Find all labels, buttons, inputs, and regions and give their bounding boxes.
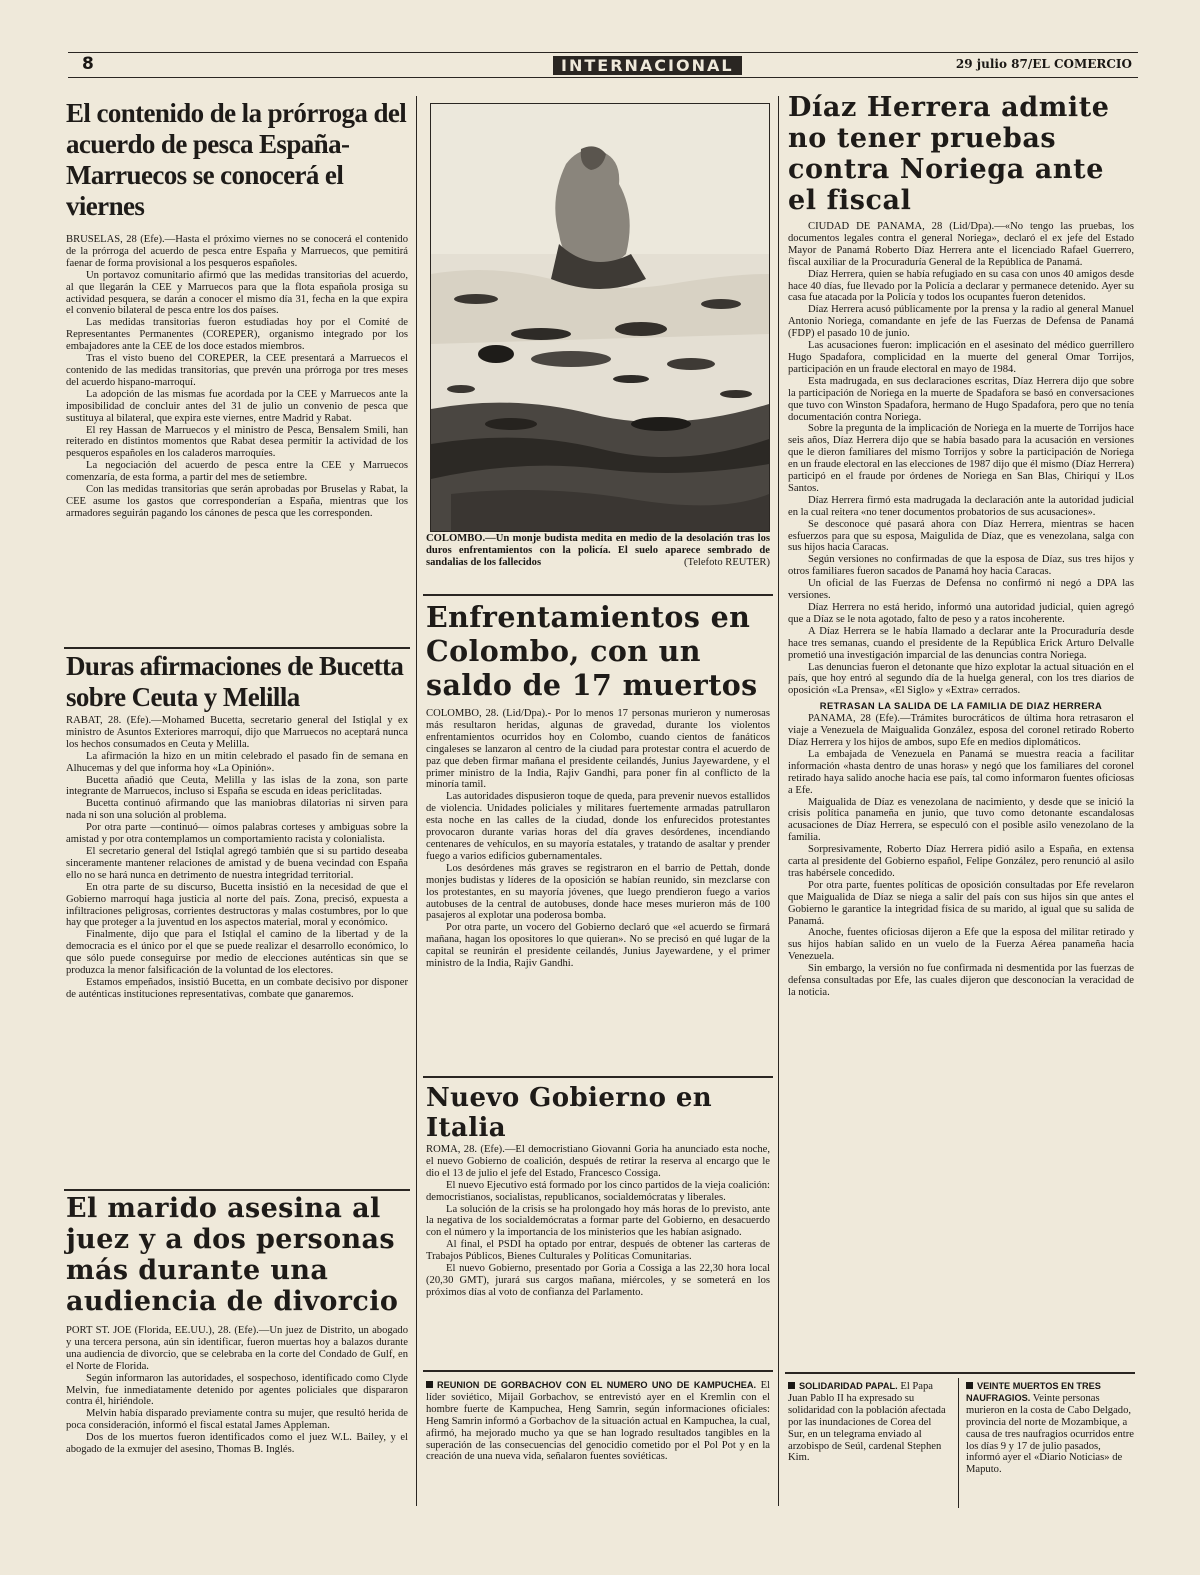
paragraph: El nuevo Gobierno, presentado por Goria a Cossiga a las 22,30 hora local (20,30 GMT), jurará sus cargos mañana, miércoles, y se someterá en los próximos días al voto de confianza del Parlamento.: [426, 1263, 770, 1298]
paragraph: Sorpresivamente, Roberto Díaz Herrera pidió asilo a España, en extensa carta al presidente del Gobierno español, Felipe González, pero renunció al asilo tras habérsele concedido.: [788, 844, 1134, 879]
paragraph: Tras el visto bueno del COREPER, la CEE presentará a Marruecos el contenido de las medidas transitorias, que prevén una prórroga por tres meses del acuerdo hispano-marroquí.: [66, 353, 408, 388]
paragraph: El nuevo Ejecutivo está formado por los cinco partidos de la vieja coalición: democristianos, socialistas, republicanos, socialdemócratas y liberales.: [426, 1179, 770, 1203]
divider: [64, 1189, 410, 1191]
divider: [423, 594, 773, 596]
article-headline: El contenido de la prórroga del acuerdo de pesca España-Marruecos se conocerá el viernes: [66, 98, 407, 221]
paragraph: Díaz Herrera firmó esta madrugada la declaración ante la autoridad judicial en la cual reitera «no tener documentos probatorios de sus acusaciones».: [788, 494, 1134, 518]
paragraph: ROMA, 28. (Efe).—El democristiano Giovanni Goria ha anunciado esta noche, el nuevo Gobierno de coalición, después de retirar la reserva al encargo que le dio el 13 de julio el jefe del Estado, Francesco Cossiga.: [426, 1144, 770, 1179]
article-headline: Díaz Herrera admite no tener pruebas contra Noriega ante el fiscal: [788, 92, 1110, 216]
paragraph: A Díaz Herrera se le había llamado a declarar ante la Procuraduría desde hace tres semanas, cuando el presidente de la República Erick Arturo Delvalle prometió una investigación imparcial de las denuncias contra Noriega.: [788, 625, 1134, 661]
paragraph: Díaz Herrera, quien se había refugiado en su casa con unos 40 amigos desde hace 40 días, fue llevado por la Policía a declarar y permanece detenido. Ayer su casa fue atacada por la Policía y todos los ocupantes fueron detenidos.: [788, 268, 1134, 304]
brief-kicker: REUNION DE GORBACHOV CON EL NUMERO UNO DE KAMPUCHEA.: [437, 1380, 757, 1390]
bullet-square-icon: [426, 1381, 433, 1388]
paragraph: Según versiones no confirmadas de que la esposa de Díaz, sus tres hijos y otros familiares fueron sacados de Panamá hoy hacia Caracas.: [788, 554, 1134, 578]
paragraph: Por otra parte, fuentes políticas de oposición consultadas por Efe revelaron que Maigualida de Díaz se niega a salir del país con sus hijos sin que antes el Gobierno le garantice la integridad física de su marido, al igual que su salida de Panamá.: [788, 879, 1134, 927]
paragraph: Sobre la pregunta de la implicación de Noriega en la muerte de Torrijos hace seis años, Díaz Herrera dijo que se había basado para la acusación en versiones que le dieron familiares del mismo Torrijos y sobre la participación de Noriega en un fraude electoral en las elecciones de 1987 dijo que él mismo (Díaz Herrera) participó en el fraude por órdenes de Noriega en San Blas, Chiriquí y lLos Santos.: [788, 423, 1134, 494]
bullet-square-icon: [788, 1382, 795, 1389]
paragraph: Las autoridades dispusieron toque de queda, para prevenir nuevos estallidos de violencia. Unidades policiales y militares fuertemente armadas patrullaron esta noche en las calles de la ciudad, donde los enfurecidos protestantes provocaron durante varias horas del día graves desórdenes, incendiando centenares de vehículos, en su mayoría estatales, y tratando de asaltar y prender fuego a varios edificios gubernamentales.: [426, 791, 770, 862]
paragraph: Según informaron las autoridades, el sospechoso, identificado como Clyde Melvin, fue inmediatamente detenido por agentes policiales que dispararon contra él, hiriéndole.: [66, 1372, 408, 1408]
divider: [423, 1076, 773, 1078]
article-headline: Enfrentamientos en Colombo, con un saldo de 17 muertos: [426, 600, 758, 702]
paragraph: Esta madrugada, en sus declaraciones escritas, Díaz Herrera dijo que sobre la participación de Noriega en la muerte de Spadafora se basó en conversaciones que tuvo con Winston Spadafora, hermano de Hugo Spadafora, pero que no tenía documentación contra Noriega.: [788, 375, 1134, 423]
paragraph: Las denuncias fueron el detonante que hizo explotar la actual situación en el país, que hoy entró al segundo día de la huelga general, con los tres diarios de oposición «La Prensa», «El Siglo» y «Extra» cerrados.: [788, 661, 1134, 697]
article-pesca: [66, 98, 408, 520]
paragraph: Por otra parte —continuó— oímos palabras corteses y ambiguas sobre la amistad y por otra contemplamos un comportamiento racista y colonialista.: [66, 822, 408, 846]
brief-kicker: VEINTE MUERTOS EN TRES NAUFRAGIOS.: [966, 1381, 1101, 1403]
paragraph: Díaz Herrera no está herido, informó una autoridad judicial, quien agregó que a Díaz se le nota agotado, falto de peso y a ratos incoherente.: [788, 602, 1134, 625]
paragraph: Al final, el PSDI ha optado por entrar, después de obtener las carteras de Trabajos Públicos, Bienes Culturales y Políticas Comunitarias.: [426, 1239, 770, 1263]
paragraph: COLOMBO, 28. (Lid/Dpa).- Por lo menos 17 personas murieron y numerosas más resultaron heridas, algunas de gravedad, durante los violentos enfrentamientos ocurridos hoy en Colombo, cuando cientos de fanáticos cingaleses se lanzaron al centro de la ciudad para protestar contra el acuerdo de paz que deben firmar mañana el presidente ceilandés, Junius Jayewardene, y el primer ministro de la India, Rajiv Gandhi, para poner fin al conflicto de la minoría tamil.: [426, 708, 770, 791]
paragraph: Maigualida de Díaz es venezolana de nacimiento, y desde que se inició la crisis política panameña en junio, que tuvo como detonante escandalosas acusaciones de Díaz Herrera, se especuló con el posible asilo venezolano de la familia.: [788, 796, 1134, 844]
paragraph: CIUDAD DE PANAMA, 28 (Lid/Dpa).—«No tengo las pruebas, los documentos legales contra el general Noriega», declaró el ex jefe del Estado Mayor de Panamá Roberto Díaz Herrera ante el licenciado Rafael Guerrero, fiscal auxiliar de la Procuraduría General de la República de Panamá.: [788, 221, 1134, 268]
bullet-square-icon: [966, 1382, 973, 1389]
paragraph: La negociación del acuerdo de pesca entre la CEE y Marruecos comenzaría, de esta forma, a partir del mes de setiembre.: [66, 460, 408, 484]
article-headline: El marido asesina al juez y a dos personas más durante una audiencia de divorcio: [66, 1193, 399, 1317]
article-italia: [426, 1083, 770, 1299]
paragraph: Las medidas transitorias fueron estudiadas hoy por el Comité de Representantes Permanentes (COREPER), organismo integrado por los embajadores ante la CEE de los doce estados miembros.: [66, 317, 408, 353]
divider: [64, 647, 410, 649]
page-header: [68, 52, 1138, 78]
divider: [423, 1370, 773, 1372]
paragraph: Los desórdenes más graves se registraron en el barrio de Pettah, donde monjes budistas y líderes de la oposición se habían reunido, sin mezclarse con los protestantes, en su mayoría jóvenes, que luego prendieron fuego a varios autobuses de la central de autobuses, donde hace meses murieron más de 100 pasajeros al explotar una poderosa bomba.: [426, 862, 770, 922]
paragraph: Con las medidas transitorias que serán aprobadas por Bruselas y Rabat, la CEE asume los gastos que corresponderían a España, mientras que los armadores seguirán pagando los cánones de pesca que les corresponden.: [66, 484, 408, 519]
column-rule: [958, 1378, 959, 1508]
article-headline: Nuevo Gobierno en Italia: [426, 1083, 713, 1143]
paragraph: Un oficial de las Fuerzas de Defensa no confirmó ni negó a DPA las versiones.: [788, 578, 1134, 602]
article-body: [788, 221, 1134, 999]
column-rule: [778, 96, 779, 1506]
paragraph: Melvin había disparado previamente contra su mujer, que resultó herida de poca consideración, informó el fiscal estatal James Appleman.: [66, 1408, 408, 1432]
article-body: [426, 708, 770, 970]
section-title: INTERNACIONAL: [553, 56, 742, 75]
article-body: [66, 715, 408, 1001]
article-colombo: [426, 600, 770, 970]
paragraph: Bucetta añadió que Ceuta, Melilla y las islas de la zona, son parte integrante de Marruecos, incluso si España se escuda en ideas periclitadas.: [66, 774, 408, 798]
article-headline: Duras afirmaciones de Bucetta sobre Ceuta y Melilla: [66, 651, 404, 712]
photo-monk: [430, 103, 770, 532]
paragraph: Díaz Herrera acusó públicamente por la prensa y la radio al general Manuel Antonio Noriega, comandante en jefe de las Fuerzas de Defensa de Panamá (FDP) el pasado 10 de junio.: [788, 304, 1134, 340]
caption-text: COLOMBO.—Un monje budista medita en medio de la desolación tras los duros enfrentamientos con la policía. El suelo aparece sembrado de sandalias de los fallecidos: [426, 533, 770, 568]
brief-text: El líder soviético, Mijail Gorbachov, se entrevistó ayer en el Kremlin con el hombre fuerte de Kampuchea, Heng Samrin, según informaciones oficiales: Heng Samrin informó a Gorbachov de la situación actual en Kampuchea, la cual, afirmó, ha mejorado mucho ya que se han logrado resultados tangibles en la superación de las consecuencias del genocidio cometido por el Pol Pot y en la creación de una nueva vida, señalaron fuentes soviéticas.: [426, 1380, 770, 1463]
paragraph: Anoche, fuentes oficiosas dijeron a Efe que la esposa del militar retirado y sus hijos habían salido en un vuelo de la Fuerza Aérea panameña hacia Venezuela.: [788, 927, 1134, 963]
paragraph: En otra parte de su discurso, Bucetta insistió en la necesidad de que el Gobierno marroquí haga justicia al norte del país. Zona, precisó, expuesta a infiltraciones peligrosas, corrientes destructoras y malas costumbres, por lo que hay que proteger a la juventud en los aspectos material, moral y económico.: [66, 881, 408, 929]
paragraph: PORT ST. JOE (Florida, EE.UU.), 28. (Efe).—Un juez de Distrito, un abogado y una tercera persona, aún sin identificar, fueron muertas hoy a balazos durante una audiencia de divorcio, que se celebraba en la corte del Condado de Gulf, en el Norte de Florida.: [66, 1325, 408, 1372]
brief-naufragios: [966, 1381, 1134, 1476]
divider: [785, 1372, 1135, 1374]
paragraph: La embajada de Venezuela en Panamá se muestra reacia a facilitar información «hasta dentro de unas horas» y negó que los familiares del coronel retirado haya salido anoche hacia ese país, tal como informaron fuentes oficiosas a Efe.: [788, 748, 1134, 796]
article-body: [66, 1325, 408, 1456]
article-diaz-herrera: [788, 92, 1134, 999]
brief-kicker: SOLIDARIDAD PAPAL.: [799, 1381, 898, 1391]
paragraph: BRUSELAS, 28 (Efe).—Hasta el próximo viernes no se conocerá el contenido de la prórroga del acuerdo de pesca entre España y Marruecos, que pemitirá faenar de forma provisional a los pesqueros españoles.: [66, 234, 408, 269]
column-rule: [416, 96, 417, 1506]
paragraph: Por otra parte, un vocero del Gobierno declaró que «el acuerdo se firmará mañana, hagan los opositores lo que quieran». No se precisó en qué lugar de la capital se reunirán el presidente ceilandés, Junius Jayewardene, y el primer ministro de la India, Rajiv Gandhi.: [426, 922, 770, 970]
paragraph: Estamos empeñados, insistió Bucetta, en un combate decisivo por disponer de auténticas instituciones representativas, combate que ganaremos.: [66, 976, 408, 1000]
paragraph: Finalmente, dijo que para el Istiqlal el camino de la libertad y de la democracia es el único por el que se puede realizar el desarrollo económico, lo que sólo puede conseguirse por medio de elecciones auténticas sin que se produzca la menor falsificación de la voluntad de los electores.: [66, 929, 408, 977]
paragraph: Bucetta continuó afirmando que las maniobras dilatorias ni sirven para nada ni son una solución al problema.: [66, 798, 408, 822]
brief-gorbachov: [426, 1380, 770, 1463]
page-number: 8: [82, 54, 94, 74]
subheading: RETRASAN LA SALIDA DE LA FAMILIA DE DIAZ HERRERA: [819, 700, 1103, 712]
paragraph: El rey Hassan de Marruecos y el ministro de Pesca, Bensalem Smili, han reiterado en distintos momentos que Rabat desea permitir la actividad de los pesqueros españoles en los caladeros marroquíes.: [66, 424, 408, 460]
paragraph: La afirmación la hizo en un mitin celebrado el pasado fin de semana en Alhucemas y del que informa hoy «La Opinión».: [66, 750, 408, 774]
article-marido: [66, 1193, 408, 1456]
article-body: [426, 1144, 770, 1299]
paragraph: Sin embargo, la versión no fue confirmada ni desmentida por las fuerzas de defensa consultadas por Efe, las cuales dijeron que desconocían la veracidad de la noticia.: [788, 963, 1134, 998]
photo-credit: (Telefoto REUTER): [683, 557, 770, 568]
paragraph: La adopción de las mismas fue acordada por la CEE y Marruecos ante la imposibilidad de concluir antes del 31 de julio un convenio de pesca que sustituya al bilateral, que expira este viernes, entre Madrid y Rabat.: [66, 388, 408, 424]
paragraph: RABAT, 28. (Efe).—Mohamed Bucetta, secretario general del Istiqlal y ex ministro de Asuntos Exteriores marroquí, dijo que Marruecos no aceptará nunca los hechos consumados en Ceuta y Melilla.: [66, 715, 408, 750]
paragraph: La solución de la crisis se ha prolongado hoy más horas de lo previsto, ante la negativa de los socialdemócratas a formar parte del Gobierno, en desacuerdo con el número y la importancia de los ministerios que les habían asignado.: [426, 1203, 770, 1239]
article-body: [66, 234, 408, 520]
paragraph: Se desconoce qué pasará ahora con Díaz Herrera, mientras se hacen esfuerzos para que su esposa, Maigulida de Díaz, que es venezolana, salga con sus hijos hacia Caracas.: [788, 518, 1134, 554]
brief-text: El Papa Juan Pablo II ha expresado su solidaridad con la población afectada por las inundaciones de Corea del Sur, en un telegrama enviado al arzobispo de Seúl, cardenal Stephen Kim.: [788, 1381, 946, 1464]
paragraph: Dos de los muertos fueron identificados como el juez W.L. Bailey, y el abogado de la exmujer del asesino, Thomas B. Inglés.: [66, 1432, 408, 1456]
issue-dateline: 29 julio 87/EL COMERCIO: [955, 57, 1132, 71]
paragraph: PANAMA, 28 (Efe).—Trámites burocráticos de última hora retrasaron el viaje a Venezuela de Maigualida González, esposa del coronel retirado Roberto Díaz Herrera y los hijos de ambos, supo Efe en medios diplomáticos.: [788, 713, 1134, 748]
paragraph: Un portavoz comunitario afirmó que las medidas transitorias del acuerdo, al que llegarán la CEE y Marruecos para que la flota española prosiga su actividad pesquera, se darán a conocer el mismo día 31, fecha en la que expira el convenio bilateral de pesca entre los dos países.: [66, 269, 408, 317]
paragraph: Las acusaciones fueron: implicación en el asesinato del médico guerrillero Hugo Spadafora, complicidad en la muerte del general Omar Torrijos, participación en un fraude electoral en mayo de 1984.: [788, 340, 1134, 375]
photo-caption: [426, 533, 770, 569]
photo-image: [431, 104, 769, 531]
article-bucetta: [66, 651, 408, 1001]
brief-solidaridad: [788, 1381, 950, 1464]
brief-text: Veinte personas murieron en la costa de Cabo Delgado, provincia del norte de Mozambique, a causa de tres naufragios ocurridos entre los días 9 y 17 de julio pasados, informó ayer el «Diario Noticias» de Maputo.: [966, 1392, 1134, 1476]
paragraph: El secretario general del Istiqlal agregó también que si su partido deseaba sinceramente mantener relaciones de amistad y de buena vecindad con España ello no se hará nunca en detrimento de nuestra integridad territorial.: [66, 845, 408, 881]
